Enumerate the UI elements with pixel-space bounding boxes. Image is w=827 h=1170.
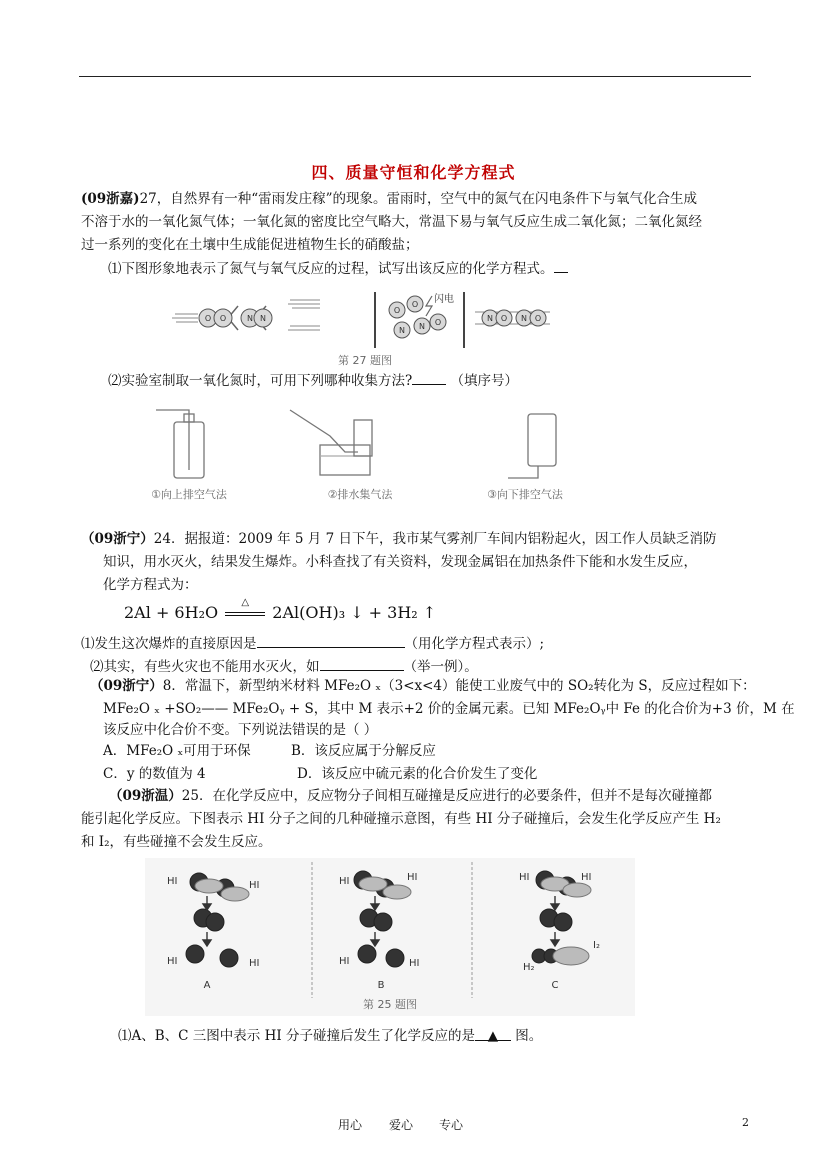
- equation-right: 2Al(OH)₃ ↓ + 3H₂ ↑: [272, 603, 437, 622]
- h2-label: H₂: [523, 962, 535, 973]
- svg-text:N: N: [487, 314, 493, 323]
- header-rule: [79, 76, 751, 77]
- q4-source: （09浙温）: [109, 788, 182, 804]
- svg-text:O: O: [204, 314, 212, 323]
- q4-collision-figure: [145, 858, 635, 1016]
- q2-line1: [81, 529, 716, 549]
- q4-sub1: [118, 1026, 542, 1046]
- svg-text:O: O: [500, 314, 508, 323]
- hi-label: HI: [409, 958, 420, 969]
- svg-text:N: N: [521, 314, 527, 323]
- q1-reaction-figure: [170, 288, 570, 368]
- hi-label: HI: [581, 872, 592, 883]
- svg-text:N: N: [247, 314, 253, 323]
- q4-sub1-tail: 图。: [515, 1028, 543, 1044]
- q3-line3: 该反应中化合价不变。下列说法错误的是（ ）: [103, 722, 378, 738]
- answer-triangle-icon: ▲: [487, 1028, 499, 1044]
- q2-equation: [124, 597, 437, 624]
- hi-label: HI: [339, 956, 350, 967]
- svg-text:N: N: [419, 322, 425, 331]
- svg-text:O: O: [434, 318, 442, 327]
- q4-line1: [109, 786, 712, 806]
- equation-left: 2Al + 6H₂O: [124, 603, 219, 622]
- q3-line2: MFe₂O ₓ +SO₂—— MFe₂Oᵧ + S，其中 M 表示+2 价的金属元素。已知 MFe₂Oᵧ中 Fe 的化合价为+3 价，M 在: [103, 701, 795, 717]
- svg-text:O: O: [219, 314, 227, 323]
- q2-sub2-text: ⑵其实，有些火灾也不能用水灭火，如: [90, 659, 320, 675]
- hi-label: HI: [249, 880, 260, 891]
- q2-sub2: [90, 656, 478, 677]
- q3-option-b[interactable]: B．该反应属于分解反应: [291, 743, 436, 759]
- q2-line2: 知识，用水灭火，结果发生爆炸。小科查找了有关资料，发现金属铝在加热条件下能和水发生反应，: [103, 554, 697, 570]
- hi-label: HI: [167, 876, 178, 887]
- q1-sub1-text: ⑴下图形象地表示了氮气与氧气反应的过程，试写出该反应的化学方程式。: [108, 261, 554, 277]
- q1-line2: 不溶于水的一氧化氮气体；一氧化氮的密度比空气略大，常温下易与氧气反应生成二氧化氮；二氧化氮经: [81, 214, 702, 230]
- q3-line1-text: 8．常温下，新型纳米材料 MFe₂O ₓ（3<x<4）能使工业废气中的 SO₂转化为 S，反应过程如下：: [162, 678, 756, 694]
- svg-text:N: N: [399, 326, 405, 335]
- q1-line1: [81, 189, 697, 209]
- section-title: 四、质量守恒和化学方程式: [311, 163, 516, 182]
- q1-sub2-text: ⑵实验室制取一氧化氮时，可用下列哪种收集方法?: [108, 373, 413, 389]
- q1-line3: 过一系列的变化在土壤中生成能促进植物生长的硝酸盐；: [81, 237, 419, 253]
- lightning-icon: [426, 296, 432, 316]
- panel-c-label: C: [551, 980, 559, 991]
- q1-line1-text: 27，自然界有一种“雷雨发庄稼”的现象。雷雨时，空气中的氮气在闪电条件下与氧气化合生成: [139, 191, 698, 207]
- q4-fig-caption: 第 25 题图: [363, 998, 417, 1011]
- equation-arrow: [223, 597, 267, 624]
- q3-source: （09浙宁）: [90, 678, 163, 694]
- hi-label: HI: [339, 876, 350, 887]
- q2-sub2-tail: （举一例）。: [403, 659, 478, 675]
- q2-line3: 化学方程式为：: [103, 577, 198, 593]
- q1-source: (09浙嘉): [81, 191, 140, 207]
- hi-label: HI: [519, 872, 530, 883]
- hi-label: HI: [167, 956, 178, 967]
- i2-label: I₂: [593, 940, 600, 951]
- svg-text:O: O: [411, 300, 419, 309]
- q4-line1-text: 25．在化学反应中，反应物分子间相互碰撞是反应进行的必要条件，但并不是每次碰撞都: [181, 788, 712, 804]
- q2-sub1-tail: （用化学方程式表示）;: [404, 636, 545, 652]
- q4-line3: 和 I₂，有些碰撞不会发生反应。: [81, 834, 272, 850]
- q4-line2: 能引起化学反应。下图表示 HI 分子之间的几种碰撞示意图，有些 HI 分子碰撞后，会发生化学反应产生 H₂: [81, 811, 721, 827]
- q2-sub1-answer-blank[interactable]: [257, 633, 405, 648]
- footer-item-3: 专心: [439, 1118, 464, 1132]
- hi-label: HI: [407, 872, 418, 883]
- svg-text:O: O: [393, 306, 401, 315]
- footer-item-1: 用心: [338, 1118, 363, 1132]
- q2-sub1-text: ⑴发生这次爆炸的直接原因是: [81, 636, 257, 652]
- q1-sub2-tail: （填序号）: [450, 373, 519, 389]
- hi-label: HI: [249, 958, 260, 969]
- equation-condition: △: [241, 597, 250, 608]
- q2-sub1: [81, 633, 544, 654]
- method-1-label: ①向上排空气法: [151, 488, 227, 501]
- panel-b-label: B: [377, 980, 385, 991]
- q1-fig-caption: 第 27 题图: [338, 354, 392, 367]
- lightning-label: 闪电: [434, 294, 454, 305]
- q1-sub2-answer-blank[interactable]: [412, 370, 446, 385]
- method-2-label: ②排水集气法: [327, 488, 393, 501]
- footer-item-2: 爱心: [389, 1118, 414, 1132]
- q4-sub1-answer-blank[interactable]: [475, 1026, 511, 1044]
- q2-line1-text: 24．据报道：2009 年 5 月 7 日下午，我市某气雾剂厂车间内铝粉起火，因工作人员缺乏消防: [153, 531, 717, 547]
- q1-collection-methods-figure: [140, 400, 590, 510]
- q3-option-a[interactable]: A．MFe₂O ₓ可用于环保: [103, 743, 251, 759]
- panel-a-label: A: [203, 980, 211, 991]
- q1-sub1: [108, 258, 568, 279]
- q1-sub1-answer-blank[interactable]: [554, 258, 568, 273]
- method-3-label: ③向下排空气法: [487, 488, 563, 501]
- q1-sub2: [108, 370, 518, 391]
- q2-sub2-answer-blank[interactable]: [320, 656, 404, 671]
- svg-text:O: O: [534, 314, 542, 323]
- q2-source: （09浙宁）: [81, 531, 154, 547]
- q4-sub1-text: ⑴A、B、C 三图中表示 HI 分子碰撞后发生了化学反应的是: [118, 1028, 475, 1044]
- q3-line1: [90, 676, 756, 696]
- page-number: 2: [742, 1116, 749, 1129]
- q3-option-c[interactable]: C．y 的数值为 4: [103, 766, 206, 782]
- q3-option-d[interactable]: D．该反应中硫元素的化合价发生了变化: [297, 766, 538, 782]
- inverted-bottle-icon: [528, 414, 556, 466]
- svg-text:N: N: [260, 314, 266, 323]
